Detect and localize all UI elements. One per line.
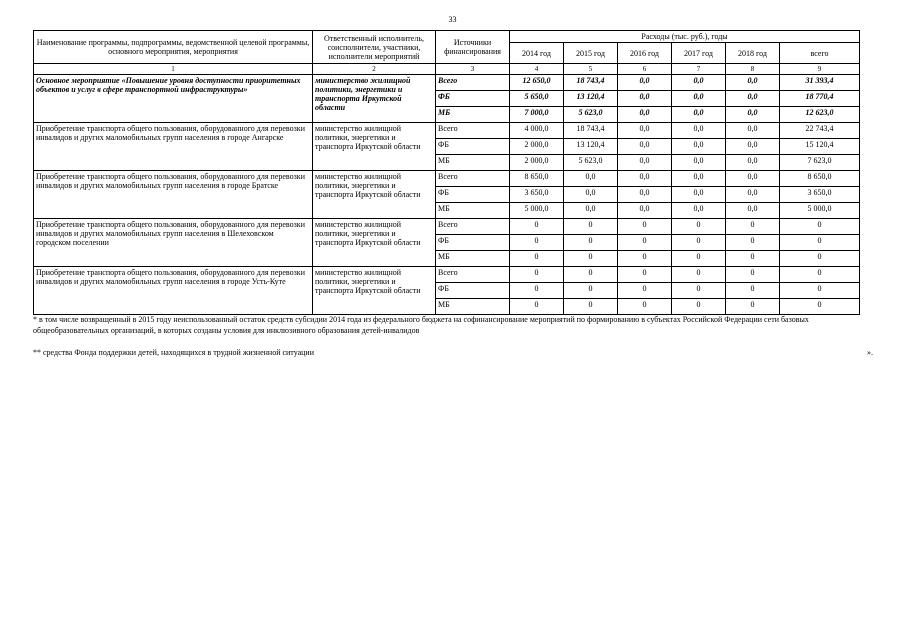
header-year-2018: 2018 год (726, 43, 780, 64)
expense-value: 0,0 (726, 203, 780, 219)
column-number: 8 (726, 64, 780, 75)
expense-value: 0,0 (618, 139, 672, 155)
header-year-2017: 2017 год (672, 43, 726, 64)
funding-source: ФБ (436, 91, 510, 107)
expense-value: 0 (672, 251, 726, 267)
expense-value: 0,0 (726, 155, 780, 171)
expense-value: 5 650,0 (510, 91, 564, 107)
closing-mark: ». (867, 348, 873, 357)
expense-value: 0,0 (618, 91, 672, 107)
activity-executor: министерство жилищной политики, энергетики и транспорта Иркутской области (313, 75, 436, 123)
expense-value: 0,0 (618, 107, 672, 123)
expense-value: 0 (510, 251, 564, 267)
page-number: 33 (448, 15, 457, 24)
expense-value: 0,0 (672, 91, 726, 107)
expense-value: 0 (618, 235, 672, 251)
header-year-2016: 2016 год (618, 43, 672, 64)
expense-value: 31 393,4 (780, 75, 860, 91)
expense-value: 2 000,0 (510, 155, 564, 171)
header-sources: Источники финансирования (436, 31, 510, 64)
expense-value: 0 (618, 299, 672, 315)
funding-source: Всего (436, 219, 510, 235)
expense-value: 0,0 (726, 107, 780, 123)
expense-value: 0 (564, 251, 618, 267)
expense-value: 0,0 (618, 171, 672, 187)
expense-value: 0 (564, 299, 618, 315)
activity-name: Приобретение транспорта общего пользования, оборудованного для перевозки инвалидов и других маломобильных групп населения в городе Братске (34, 171, 313, 219)
footnote-2: ** средства Фонда поддержки детей, находящихся в трудной жизненной ситуации (33, 348, 314, 357)
expense-value: 22 743,4 (780, 123, 860, 139)
expense-value: 0,0 (618, 123, 672, 139)
expense-value: 0,0 (726, 171, 780, 187)
expense-value: 0,0 (672, 155, 726, 171)
expense-value: 0,0 (672, 203, 726, 219)
expense-value: 5 000,0 (780, 203, 860, 219)
header-executor: Ответственный исполнитель, соисполнители, участники, исполнители мероприятий (313, 31, 436, 64)
column-number: 9 (780, 64, 860, 75)
expense-value: 0,0 (618, 155, 672, 171)
expense-value: 0,0 (672, 139, 726, 155)
expense-value: 0 (618, 251, 672, 267)
expense-value: 5 623,0 (564, 107, 618, 123)
column-number: 6 (618, 64, 672, 75)
expense-value: 0,0 (672, 187, 726, 203)
expense-value: 0 (564, 267, 618, 283)
expense-value: 0 (564, 283, 618, 299)
expense-value: 0 (672, 219, 726, 235)
funding-source: МБ (436, 251, 510, 267)
table-row (34, 267, 860, 283)
expense-value: 0,0 (672, 75, 726, 91)
expense-value: 0,0 (564, 171, 618, 187)
expense-value: 18 743,4 (564, 75, 618, 91)
header-total: всего (780, 43, 860, 64)
expense-value: 8 650,0 (780, 171, 860, 187)
activity-name: Приобретение транспорта общего пользования, оборудованного для перевозки инвалидов и других маломобильных групп населения в городе Ангарске (34, 123, 313, 171)
expense-value: 0 (510, 267, 564, 283)
activity-name: Основное мероприятие «Повышение уровня доступности приоритетных объектов и услуг в сфере транспортной инфраструктуры» (34, 75, 313, 123)
table-row (34, 75, 860, 91)
activity-executor: министерство жилищной политики, энергетики и транспорта Иркутской области (313, 267, 436, 315)
expense-value: 0 (726, 251, 780, 267)
expense-value: 0,0 (726, 91, 780, 107)
expense-value: 0,0 (672, 123, 726, 139)
column-number: 1 (34, 64, 313, 75)
expense-value: 0,0 (672, 171, 726, 187)
expense-value: 0,0 (672, 107, 726, 123)
expense-value: 0 (780, 251, 860, 267)
expense-value: 18 743,4 (564, 123, 618, 139)
table-row (34, 123, 860, 139)
table-body (34, 75, 860, 315)
header-name: Наименование программы, подпрограммы, ведомственной целевой программы, основного мероприятия, мероприятия (34, 31, 313, 64)
expense-value: 0,0 (618, 203, 672, 219)
expense-value: 0 (564, 219, 618, 235)
expense-value: 12 650,0 (510, 75, 564, 91)
expense-value: 0 (780, 219, 860, 235)
expense-value: 13 120,4 (564, 91, 618, 107)
expense-value: 0 (510, 299, 564, 315)
funding-source: Всего (436, 171, 510, 187)
funding-source: МБ (436, 155, 510, 171)
funding-source: ФБ (436, 283, 510, 299)
activity-name: Приобретение транспорта общего пользования, оборудованного для перевозки инвалидов и других маломобильных групп населения в городе Усть-Куте (34, 267, 313, 315)
expense-value: 7 000,0 (510, 107, 564, 123)
expense-value: 0 (618, 283, 672, 299)
funding-source: ФБ (436, 187, 510, 203)
expense-value: 0,0 (564, 203, 618, 219)
header-row-1 (34, 31, 860, 43)
header-year-2014: 2014 год (510, 43, 564, 64)
expense-value: 0 (618, 219, 672, 235)
expense-value: 7 623,0 (780, 155, 860, 171)
expense-value: 0 (780, 299, 860, 315)
expense-value: 2 000,0 (510, 139, 564, 155)
column-number: 4 (510, 64, 564, 75)
funding-source: Всего (436, 75, 510, 91)
expense-value: 0,0 (564, 187, 618, 203)
expense-value: 0 (564, 235, 618, 251)
column-number: 7 (672, 64, 726, 75)
expense-value: 0,0 (726, 139, 780, 155)
funding-source: МБ (436, 203, 510, 219)
expense-value: 0 (780, 267, 860, 283)
expense-value: 0 (726, 235, 780, 251)
expense-value: 15 120,4 (780, 139, 860, 155)
expense-value: 0 (510, 219, 564, 235)
expense-value: 5 000,0 (510, 203, 564, 219)
expense-value: 8 650,0 (510, 171, 564, 187)
activity-executor: министерство жилищной политики, энергетики и транспорта Иркутской области (313, 171, 436, 219)
funding-source: МБ (436, 107, 510, 123)
footnote-1: * в том числе возвращенный в 2015 году неиспользованный остаток средств субсидии 2014 года из федерального бюджета на софинансирование мероприятий по формированию в субъектах Российской Федерации сети базовых общеобразовательных организаций, в которых созданы условия для инклюзивного образования детей-инвалидов (33, 315, 809, 335)
expense-value: 0 (510, 283, 564, 299)
expense-value: 4 000,0 (510, 123, 564, 139)
footnotes (33, 314, 873, 358)
expense-value: 0 (726, 283, 780, 299)
funding-source: Всего (436, 267, 510, 283)
expense-value: 0 (672, 235, 726, 251)
expense-value: 5 623,0 (564, 155, 618, 171)
column-numbers-row (34, 64, 860, 75)
expense-value: 0 (780, 283, 860, 299)
expense-value: 0 (726, 267, 780, 283)
expense-value: 0 (510, 235, 564, 251)
funding-source: Всего (436, 123, 510, 139)
header-year-2015: 2015 год (564, 43, 618, 64)
activity-executor: министерство жилищной политики, энергетики и транспорта Иркутской области (313, 123, 436, 171)
expense-value: 0 (672, 299, 726, 315)
budget-table (33, 30, 860, 315)
header-expenses: Расходы (тыс. руб.), годы (510, 31, 860, 43)
funding-source: ФБ (436, 235, 510, 251)
expense-value: 3 650,0 (780, 187, 860, 203)
expense-value: 0 (672, 283, 726, 299)
expense-value: 0 (726, 219, 780, 235)
expense-value: 0,0 (726, 123, 780, 139)
activity-name: Приобретение транспорта общего пользования, оборудованного для перевозки инвалидов и других маломобильных групп населения в Шелеховском городском поселении (34, 219, 313, 267)
activity-executor: министерство жилищной политики, энергетики и транспорта Иркутской области (313, 219, 436, 267)
table-row (34, 219, 860, 235)
funding-source: МБ (436, 299, 510, 315)
expense-value: 0 (780, 235, 860, 251)
table-row (34, 171, 860, 187)
expense-value: 3 650,0 (510, 187, 564, 203)
expense-value: 0 (618, 267, 672, 283)
footnote-2-wrap (33, 347, 873, 358)
expense-value: 0 (726, 299, 780, 315)
expense-value: 12 623,0 (780, 107, 860, 123)
expense-value: 0,0 (726, 75, 780, 91)
column-number: 5 (564, 64, 618, 75)
expense-value: 0,0 (618, 75, 672, 91)
funding-source: ФБ (436, 139, 510, 155)
expense-value: 18 770,4 (780, 91, 860, 107)
expense-value: 0,0 (726, 187, 780, 203)
column-number: 3 (436, 64, 510, 75)
expense-value: 0 (672, 267, 726, 283)
column-number: 2 (313, 64, 436, 75)
expense-value: 0,0 (618, 187, 672, 203)
expense-value: 13 120,4 (564, 139, 618, 155)
